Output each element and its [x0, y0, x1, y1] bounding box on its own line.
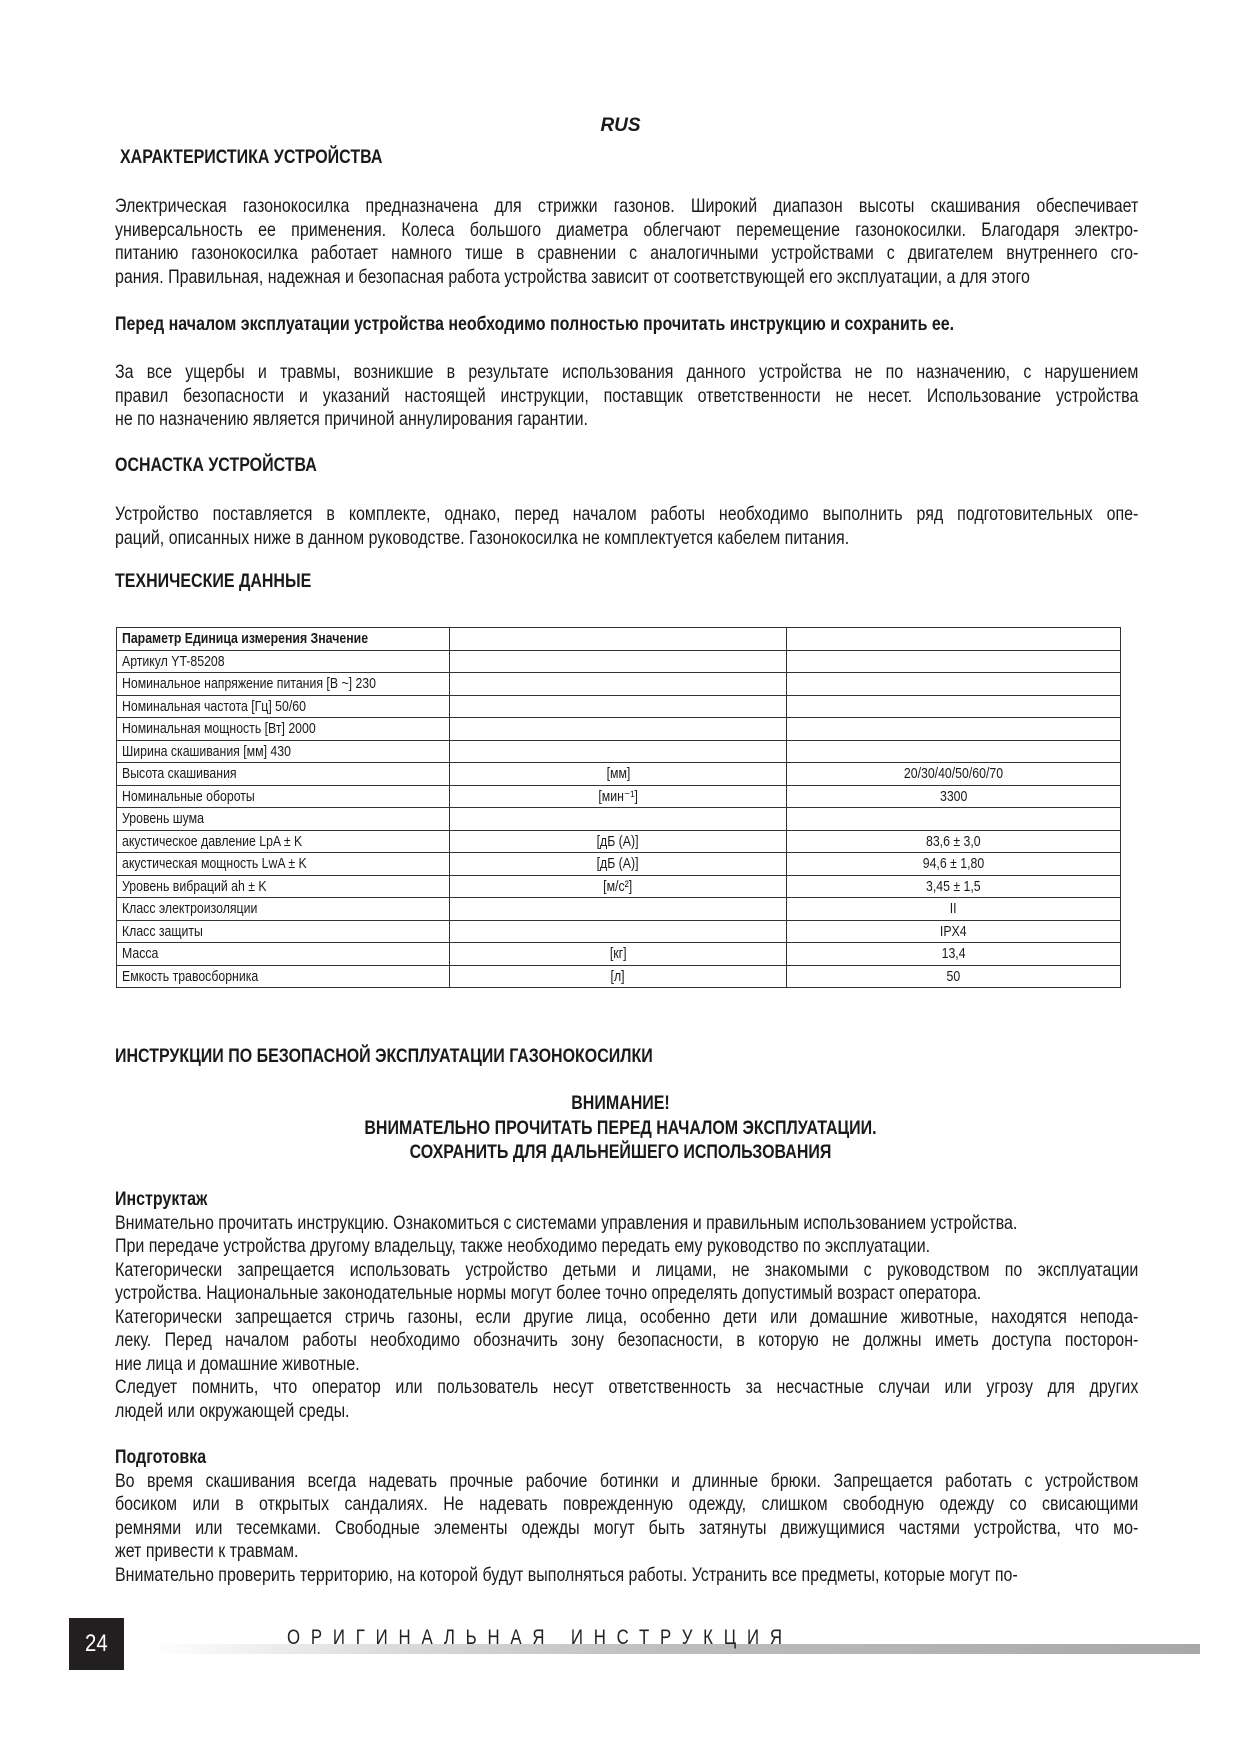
value-cell: 50	[787, 965, 1121, 988]
value-cell: 83,6 ± 3,0	[787, 830, 1121, 853]
table-row	[117, 695, 1121, 718]
text-line: рания. Правильная, надежная и безопасная работа устройства зависит от соответствующей его эксплуатации, а для этого	[115, 265, 1030, 288]
unit-cell	[450, 628, 787, 651]
param-cell: Емкость травосборника	[117, 965, 450, 988]
value-cell: 3,45 ± 1,5	[787, 875, 1121, 898]
value-cell	[787, 673, 1121, 696]
warning-line: СОХРАНИТЬ ДЛЯ ДАЛЬНЕЙШЕГО ИСПОЛЬЗОВАНИЯ	[409, 1141, 832, 1163]
heading-equipment: ОСНАСТКА УСТРОЙСТВА	[115, 454, 317, 476]
value-cell: II	[787, 898, 1121, 921]
param-cell: Высота скашивания	[117, 763, 450, 786]
unit-cell	[450, 920, 787, 943]
section-instruction	[115, 1188, 1138, 1423]
table-row	[117, 718, 1121, 741]
paragraph-equipment	[115, 503, 1138, 550]
value-cell	[787, 628, 1121, 651]
page-number: 24	[85, 1630, 108, 1657]
value-cell: 13,4	[787, 943, 1121, 966]
page-number-box	[69, 1618, 124, 1670]
read-instructions-notice: Перед началом эксплуатации устройства необходимо полностью прочитать инструкцию и сохранить ее.	[115, 313, 955, 335]
param-cell: Масса	[117, 943, 450, 966]
value-cell	[787, 808, 1121, 831]
text-line: питанию газонокосилка работает намного тише в сравнении с аналогичными устройствами с двигателем внутреннего сго-	[115, 242, 1139, 264]
footer-caption: ОРИГИНАЛЬНАЯ ИНСТРУКЦИЯ	[287, 1626, 793, 1649]
text-line: ние лица и домашние животные.	[115, 1352, 360, 1375]
text-line: Категорически запрещается стричь газоны, если другие лица, особенно дети или домашние животные, находятся непода-	[115, 1305, 1139, 1328]
unit-cell	[450, 898, 787, 921]
subsection-title: Подготовка	[115, 1446, 207, 1468]
table-row	[117, 898, 1121, 921]
text-line: Электрическая газонокосилка предназначена для стрижки газонов. Широкий диапазон высоты скашивания обеспечивает	[115, 195, 1139, 217]
unit-cell	[450, 740, 787, 763]
text-line: За все ущербы и травмы, возникшие в результате использования данного устройства не по назначению, с нарушением	[115, 361, 1139, 383]
text-line: правил безопасности и указаний настоящей инструкции, поставщик ответственности не несет. Использование устройства	[115, 384, 1139, 407]
text-line: Категорически запрещается использовать устройство детьми и лицами, не знакомыми с руководством по эксплуатации	[115, 1258, 1139, 1281]
text-line: босиком или в открытых сандалиях. Не надевать поврежденную одежду, слишком свободную одежду со свисающими	[115, 1493, 1139, 1515]
table-row	[117, 965, 1121, 988]
unit-cell: [дБ (А)]	[450, 853, 787, 876]
technical-data-table	[116, 627, 1121, 988]
value-cell	[787, 740, 1121, 763]
param-cell: Параметр Единица измерения Значение	[117, 628, 450, 651]
subsection-title: Инструктаж	[115, 1188, 208, 1210]
param-cell: Номинальное напряжение питания [В ~] 230	[117, 673, 450, 696]
heading-technical-data: ТЕХНИЧЕСКИЕ ДАННЫЕ	[115, 570, 312, 592]
warning-line: ВНИМАТЕЛЬНО ПРОЧИТАТЬ ПЕРЕД НАЧАЛОМ ЭКСПЛУАТАЦИИ.	[364, 1116, 877, 1139]
param-cell: Уровень шума	[117, 808, 450, 831]
value-cell	[787, 650, 1121, 673]
param-cell: акустическая мощность LwA ± K	[117, 853, 450, 876]
unit-cell: [мм]	[450, 763, 787, 786]
paragraph-description	[115, 195, 1138, 289]
unit-cell	[450, 673, 787, 696]
unit-cell	[450, 808, 787, 831]
table-row	[117, 808, 1121, 831]
table-row	[117, 943, 1121, 966]
unit-cell: [л]	[450, 965, 787, 988]
text-line: не по назначению является причиной аннулирования гарантии.	[115, 408, 588, 430]
text-line: раций, описанных ниже в данном руководстве. Газонокосилка не комплектуется кабелем питания.	[115, 526, 850, 549]
section-preparation	[115, 1446, 1138, 1587]
table-row	[117, 740, 1121, 763]
value-cell: IPX4	[787, 920, 1121, 943]
text-line: Во время скашивания всегда надевать прочные рабочие ботинки и длинные брюки. Запрещается работать с устройством	[115, 1469, 1139, 1492]
text-line: При передаче устройства другому владельцу, также необходимо передать ему руководство по эксплуатации.	[115, 1235, 931, 1257]
text-line: Внимательно проверить территорию, на которой будут выполняться работы. Устранить все предметы, которые могут по-	[115, 1563, 1018, 1586]
warning-title: ВНИМАНИЕ!	[571, 1092, 670, 1114]
unit-cell: [м/с²]	[450, 875, 787, 898]
table-row	[117, 650, 1121, 673]
table-row	[117, 920, 1121, 943]
heading-safety-instructions: ИНСТРУКЦИИ ПО БЕЗОПАСНОЙ ЭКСПЛУАТАЦИИ ГАЗОНОКОСИЛКИ	[115, 1045, 653, 1067]
text-line: жет привести к травмам.	[115, 1540, 299, 1562]
unit-cell: [мин⁻¹]	[450, 785, 787, 808]
param-cell: Номинальная мощность [Вт] 2000	[117, 718, 450, 741]
text-line: людей или окружающей среды.	[115, 1399, 350, 1422]
unit-cell: [дБ (А)]	[450, 830, 787, 853]
table-row	[117, 785, 1121, 808]
param-cell: Ширина скашивания [мм] 430	[117, 740, 450, 763]
table-row	[117, 763, 1121, 786]
unit-cell	[450, 650, 787, 673]
param-cell: Номинальная частота [Гц] 50/60	[117, 695, 450, 718]
language-label: RUS	[600, 115, 641, 136]
value-cell: 94,6 ± 1,80	[787, 853, 1121, 876]
unit-cell	[450, 718, 787, 741]
text-line: универсальность ее применения. Колеса большого диаметра облегчают перемещение газонокосилки. Благодаря электро-	[115, 218, 1139, 241]
text-line: устройства. Национальные законодательные нормы могут более точно определять допустимый возраст оператора.	[115, 1282, 982, 1304]
param-cell: Артикул YT-85208	[117, 650, 450, 673]
value-cell: 20/30/40/50/60/70	[787, 763, 1121, 786]
param-cell: акустическое давление LpA ± K	[117, 830, 450, 853]
text-line: ремнями или тесемками. Свободные элементы одежды могут быть затянуты движущимися частями устройства, что мо-	[115, 1516, 1139, 1539]
value-cell	[787, 695, 1121, 718]
table-row	[117, 853, 1121, 876]
table-header-row	[117, 628, 1121, 651]
value-cell	[787, 718, 1121, 741]
text-line: Внимательно прочитать инструкцию. Ознакомиться с системами управления и правильным использованием устройства.	[115, 1211, 1018, 1234]
heading-device-characteristics: ХАРАКТЕРИСТИКА УСТРОЙСТВА	[120, 146, 383, 168]
text-line: Устройство поставляется в комплекте, однако, перед началом работы необходимо выполнить ряд подготовительных опе-	[115, 503, 1139, 525]
warning-block	[0, 1091, 1241, 1165]
param-cell: Класс электроизоляции	[117, 898, 450, 921]
unit-cell	[450, 695, 787, 718]
text-line: леку. Перед началом работы необходимо обозначить зону безопасности, в которую не должны иметь доступа посторон-	[115, 1329, 1139, 1351]
param-cell: Класс защиты	[117, 920, 450, 943]
table-row	[117, 673, 1121, 696]
table-row	[117, 830, 1121, 853]
param-cell: Номинальные обороты	[117, 785, 450, 808]
text-line: Следует помнить, что оператор или пользователь несут ответственность за несчастные случаи или угрозу для других	[115, 1376, 1139, 1398]
value-cell: 3300	[787, 785, 1121, 808]
unit-cell: [кг]	[450, 943, 787, 966]
paragraph-liability	[115, 361, 1138, 432]
param-cell: Уровень вибраций ah ± K	[117, 875, 450, 898]
table-row	[117, 875, 1121, 898]
